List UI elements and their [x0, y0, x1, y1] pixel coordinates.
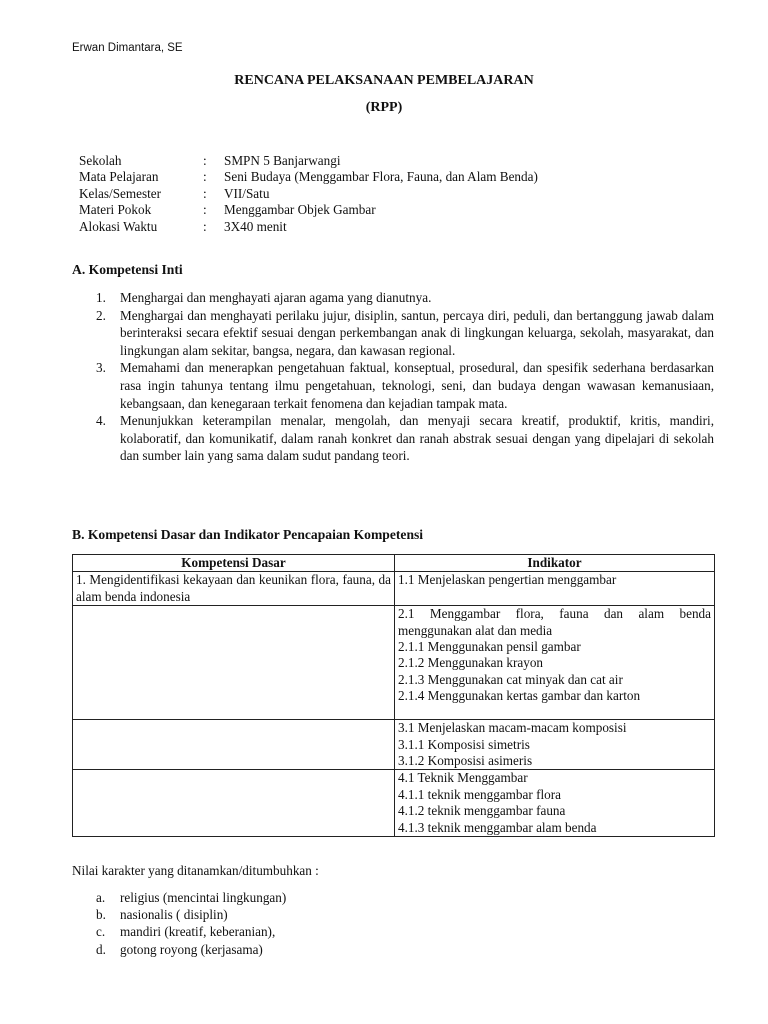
info-colon: :	[203, 185, 207, 201]
column-header: Kompetensi Dasar	[73, 555, 395, 572]
info-value: SMPN 5 Banjarwangi	[224, 153, 341, 168]
info-value: Menggambar Objek Gambar	[224, 202, 376, 218]
info-colon: :	[203, 169, 207, 185]
competency-table	[72, 554, 715, 837]
list-text: mandiri (kreatif, keberanian),	[120, 924, 276, 940]
section-b-heading: B. Kompetensi Dasar dan Indikator Pencapaian Kompetensi	[72, 527, 424, 542]
kompetensi-inti-list	[96, 289, 714, 465]
indikator-cell	[395, 770, 715, 837]
indikator-cell	[395, 606, 715, 720]
info-row	[79, 186, 538, 202]
list-letter: b.	[96, 907, 106, 923]
indikator-line: 2.1.1 Menggunakan pensil gambar	[398, 639, 581, 655]
list-text: Menunjukkan keterampilan menalar, mengolah, dan menyaji secara kreatif, produktif, kritis, mandiri, kolaboratif, dan komunikatif, dalam ranah konkret dan ranah abstrak sesuai dengan yang dipelajari di sekolah dan sumber lain yang sama dalam sudut pandang teori.	[120, 413, 714, 464]
list-item	[96, 359, 714, 412]
list-letter: d.	[96, 941, 106, 957]
list-item	[96, 289, 714, 307]
info-row	[79, 153, 538, 169]
indikator-line: 3.1.2 Komposisi asimeris	[398, 753, 533, 769]
table-row	[73, 720, 715, 770]
list-item	[96, 941, 286, 958]
list-item	[96, 307, 714, 360]
table-header-row	[73, 555, 715, 572]
document-title: RENCANA PELAKSANAAN PEMBELAJARAN	[234, 73, 534, 88]
indikator-line: 4.1.3 teknik menggambar alam benda	[398, 819, 597, 835]
info-colon: :	[203, 202, 207, 218]
indikator-line: 2.1 Menggambar flora, fauna dan alam benda menggunakan alat dan media	[398, 606, 711, 638]
kd-cell	[73, 720, 395, 770]
info-value: Seni Budaya (Menggambar Flora, Fauna, dan Alam Benda)	[224, 169, 538, 185]
info-row	[79, 202, 538, 218]
character-values-intro: Nilai karakter yang ditanamkan/ditumbuhkan :	[72, 863, 319, 878]
indikator-line: 3.1 Menjelaskan macam-macam komposisi	[398, 720, 627, 736]
info-row	[79, 219, 538, 235]
list-text: Menghargai dan menghayati ajaran agama yang dianutnya.	[120, 290, 432, 305]
info-colon: :	[203, 153, 207, 168]
list-item	[96, 412, 714, 465]
indikator-line: 2.1.4 Menggunakan kertas gambar dan karton	[398, 688, 641, 704]
table-row	[73, 572, 715, 606]
list-number: 2.	[96, 307, 106, 323]
list-text: nasionalis ( disiplin)	[120, 907, 228, 923]
indikator-line: 2.1.2 Menggunakan krayon	[398, 655, 544, 671]
list-number: 3.	[96, 360, 106, 376]
info-label: Sekolah	[79, 153, 122, 168]
list-number: 4.	[96, 413, 106, 429]
info-value: VII/Satu	[224, 185, 270, 201]
info-row	[79, 169, 538, 185]
info-value: 3X40 menit	[224, 218, 287, 234]
indikator-cell	[395, 572, 715, 606]
info-colon: :	[203, 218, 207, 234]
info-label: Mata Pelajaran	[79, 169, 159, 185]
table-row	[73, 606, 715, 720]
column-header: Indikator	[395, 555, 715, 572]
identity-table	[79, 153, 538, 235]
list-number: 1.	[96, 290, 106, 305]
document-subtitle: (RPP)	[365, 100, 403, 115]
character-values-list	[96, 889, 286, 958]
indikator-line: 4.1.2 teknik menggambar fauna	[398, 803, 566, 819]
indikator-line: 4.1 Teknik Menggambar	[398, 770, 528, 786]
indikator-line: 4.1.1 teknik menggambar flora	[398, 786, 561, 802]
indikator-line: 2.1.3 Menggunakan cat minyak dan cat air	[398, 671, 623, 687]
kd-cell	[73, 770, 395, 837]
section-a-heading: A. Kompetensi Inti	[72, 262, 183, 277]
kd-cell	[73, 606, 395, 720]
list-text: gotong royong (kerjasama)	[120, 941, 263, 957]
list-text: Menghargai dan menghayati perilaku jujur, disiplin, santun, percaya diri, peduli, dan bertanggung jawab dalam berinteraksi secara efektif sesuai dengan perkembangan anak di lingkungan keluarga, sekolah, masyarakat, dan lingkungan alam sekitar, bangsa, negara, dan kawasan regional.	[120, 307, 714, 358]
list-letter: c.	[96, 924, 106, 940]
author-header: Erwan Dimantara, SE	[72, 42, 183, 54]
info-label: Alokasi Waktu	[79, 218, 158, 234]
kd-cell: 1. Mengidentifikasi kekayaan dan keunikan flora, fauna, da alam benda indonesia	[73, 572, 395, 606]
list-text: religius (mencintai lingkungan)	[120, 890, 287, 905]
indikator-line: 3.1.1 Komposisi simetris	[398, 736, 530, 752]
info-label: Materi Pokok	[79, 202, 152, 218]
table-row	[73, 770, 715, 837]
indikator-cell	[395, 720, 715, 770]
list-item	[96, 889, 286, 906]
indikator-line: 1.1 Menjelaskan pengertian menggambar	[398, 572, 617, 588]
info-label: Kelas/Semester	[79, 185, 162, 201]
list-letter: a.	[96, 890, 106, 905]
list-item	[96, 906, 286, 923]
list-item	[96, 923, 286, 940]
list-text: Memahami dan menerapkan pengetahuan faktual, konseptual, prosedural, dan spesifik sederhana berdasarkan rasa ingin tahunya tentang ilmu pengetahuan, teknologi, seni, dan budaya dengan wawasan kemanusiaan, kebangsaan, dan kenegaraan terkait fenomena dan kejadian tampak mata.	[120, 360, 714, 411]
